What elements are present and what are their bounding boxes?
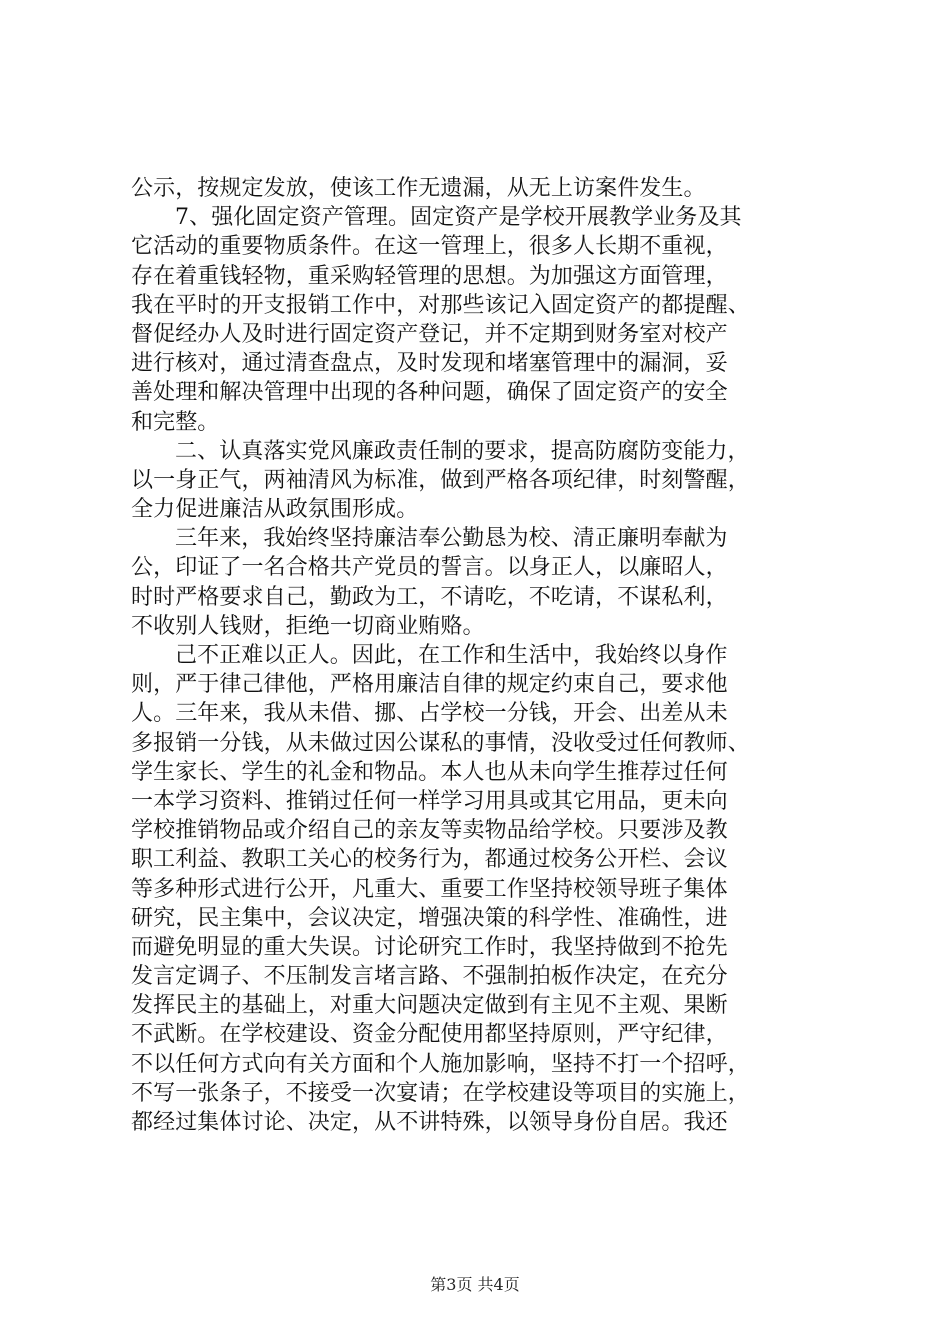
text-line: 等多种形式进行公开，凡重大、重要工作坚持校领导班子集体 bbox=[131, 876, 728, 902]
text-line: 不武断。在学校建设、资金分配使用都坚持原则，严守纪律， bbox=[131, 1022, 728, 1048]
text-line: 善处理和解决管理中出现的各种问题，确保了固定资产的安全 bbox=[131, 380, 728, 406]
text-line: 时时严格要求自己，勤政为工，不请吃，不吃请，不谋私利， bbox=[131, 584, 728, 610]
text-line: 7、强化固定资产管理。固定资产是学校开展教学业务及其 bbox=[175, 205, 742, 231]
text-line: 发言定调子、不压制发言堵言路、不强制拍板作决定，在充分 bbox=[131, 964, 728, 990]
text-line: 进行核对，通过清查盘点，及时发现和堵塞管理中的漏洞，妥 bbox=[131, 351, 728, 377]
text-line: 公，印证了一名合格共产党员的誓言。以身正人，以廉昭人， bbox=[131, 555, 728, 581]
text-line: 人。三年来，我从未借、挪、占学校一分钱，开会、出差从未 bbox=[131, 701, 728, 727]
text-line: 发挥民主的基础上，对重大问题决定做到有主见不主观、果断 bbox=[131, 993, 728, 1019]
text-line: 则，严于律己律他，严格用廉洁自律的规定约束自己，要求他 bbox=[131, 672, 728, 698]
text-line: 己不正难以正人。因此，在工作和生活中，我始终以身作 bbox=[175, 643, 728, 668]
text-line: 一本学习资料、推销过任何一样学习用具或其它用品，更未向 bbox=[131, 788, 728, 814]
text-line: 学校推销物品或介绍自己的亲友等卖物品给学校。只要涉及教 bbox=[131, 818, 728, 844]
text-line: 不写一张条子，不接受一次宴请；在学校建设等项目的实施上， bbox=[131, 1080, 750, 1106]
text-line: 多报销一分钱，从未做过因公谋私的事情，没收受过任何教师、 bbox=[131, 730, 750, 756]
text-line: 职工利益、教职工关心的校务行为，都通过校务公开栏、会议 bbox=[131, 847, 728, 873]
text-line: 它活动的重要物质条件。在这一管理上，很多人长期不重视， bbox=[131, 234, 728, 260]
text-line: 全力促进廉洁从政氛围形成。 bbox=[131, 497, 419, 523]
document-body bbox=[131, 174, 831, 1137]
text-line: 研究，民主集中，会议决定，增强决策的科学性、准确性，进 bbox=[131, 905, 728, 931]
text-line: 和完整。 bbox=[131, 409, 220, 435]
text-line: 督促经办人及时进行固定资产登记，并不定期到财务室对校产 bbox=[131, 321, 728, 347]
text-line: 都经过集体讨论、决定，从不讲特殊，以领导身份自居。我还 bbox=[131, 1110, 728, 1135]
text-line: 存在着重钱轻物，重采购轻管理的思想。为加强这方面管理， bbox=[131, 263, 728, 289]
text-line: 二、认真落实党风廉政责任制的要求，提高防腐防变能力， bbox=[175, 438, 750, 464]
text-line: 我在平时的开支报销工作中，对那些该记入固定资产的都提醒、 bbox=[131, 292, 750, 318]
text-line: 不以任何方式向有关方面和个人施加影响，坚持不打一个招呼， bbox=[131, 1051, 750, 1077]
text-line: 不收别人钱财，拒绝一切商业贿赂。 bbox=[131, 613, 485, 639]
page-footer: 第3页 共4页 bbox=[430, 1275, 520, 1294]
text-line: 三年来，我始终坚持廉洁奉公勤恳为校、清正廉明奉献为 bbox=[175, 526, 728, 552]
text-line: 以一身正气，两袖清风为标准，做到严格各项纪律，时刻警醒， bbox=[131, 467, 750, 493]
text-line: 学生家长、学生的礼金和物品。本人也从未向学生推荐过任何 bbox=[131, 759, 728, 785]
text-line: 而避免明显的重大失误。讨论研究工作时，我坚持做到不抢先 bbox=[131, 934, 728, 960]
text-line: 公示，按规定发放，使该工作无遗漏，从无上访案件发生。 bbox=[131, 176, 706, 201]
